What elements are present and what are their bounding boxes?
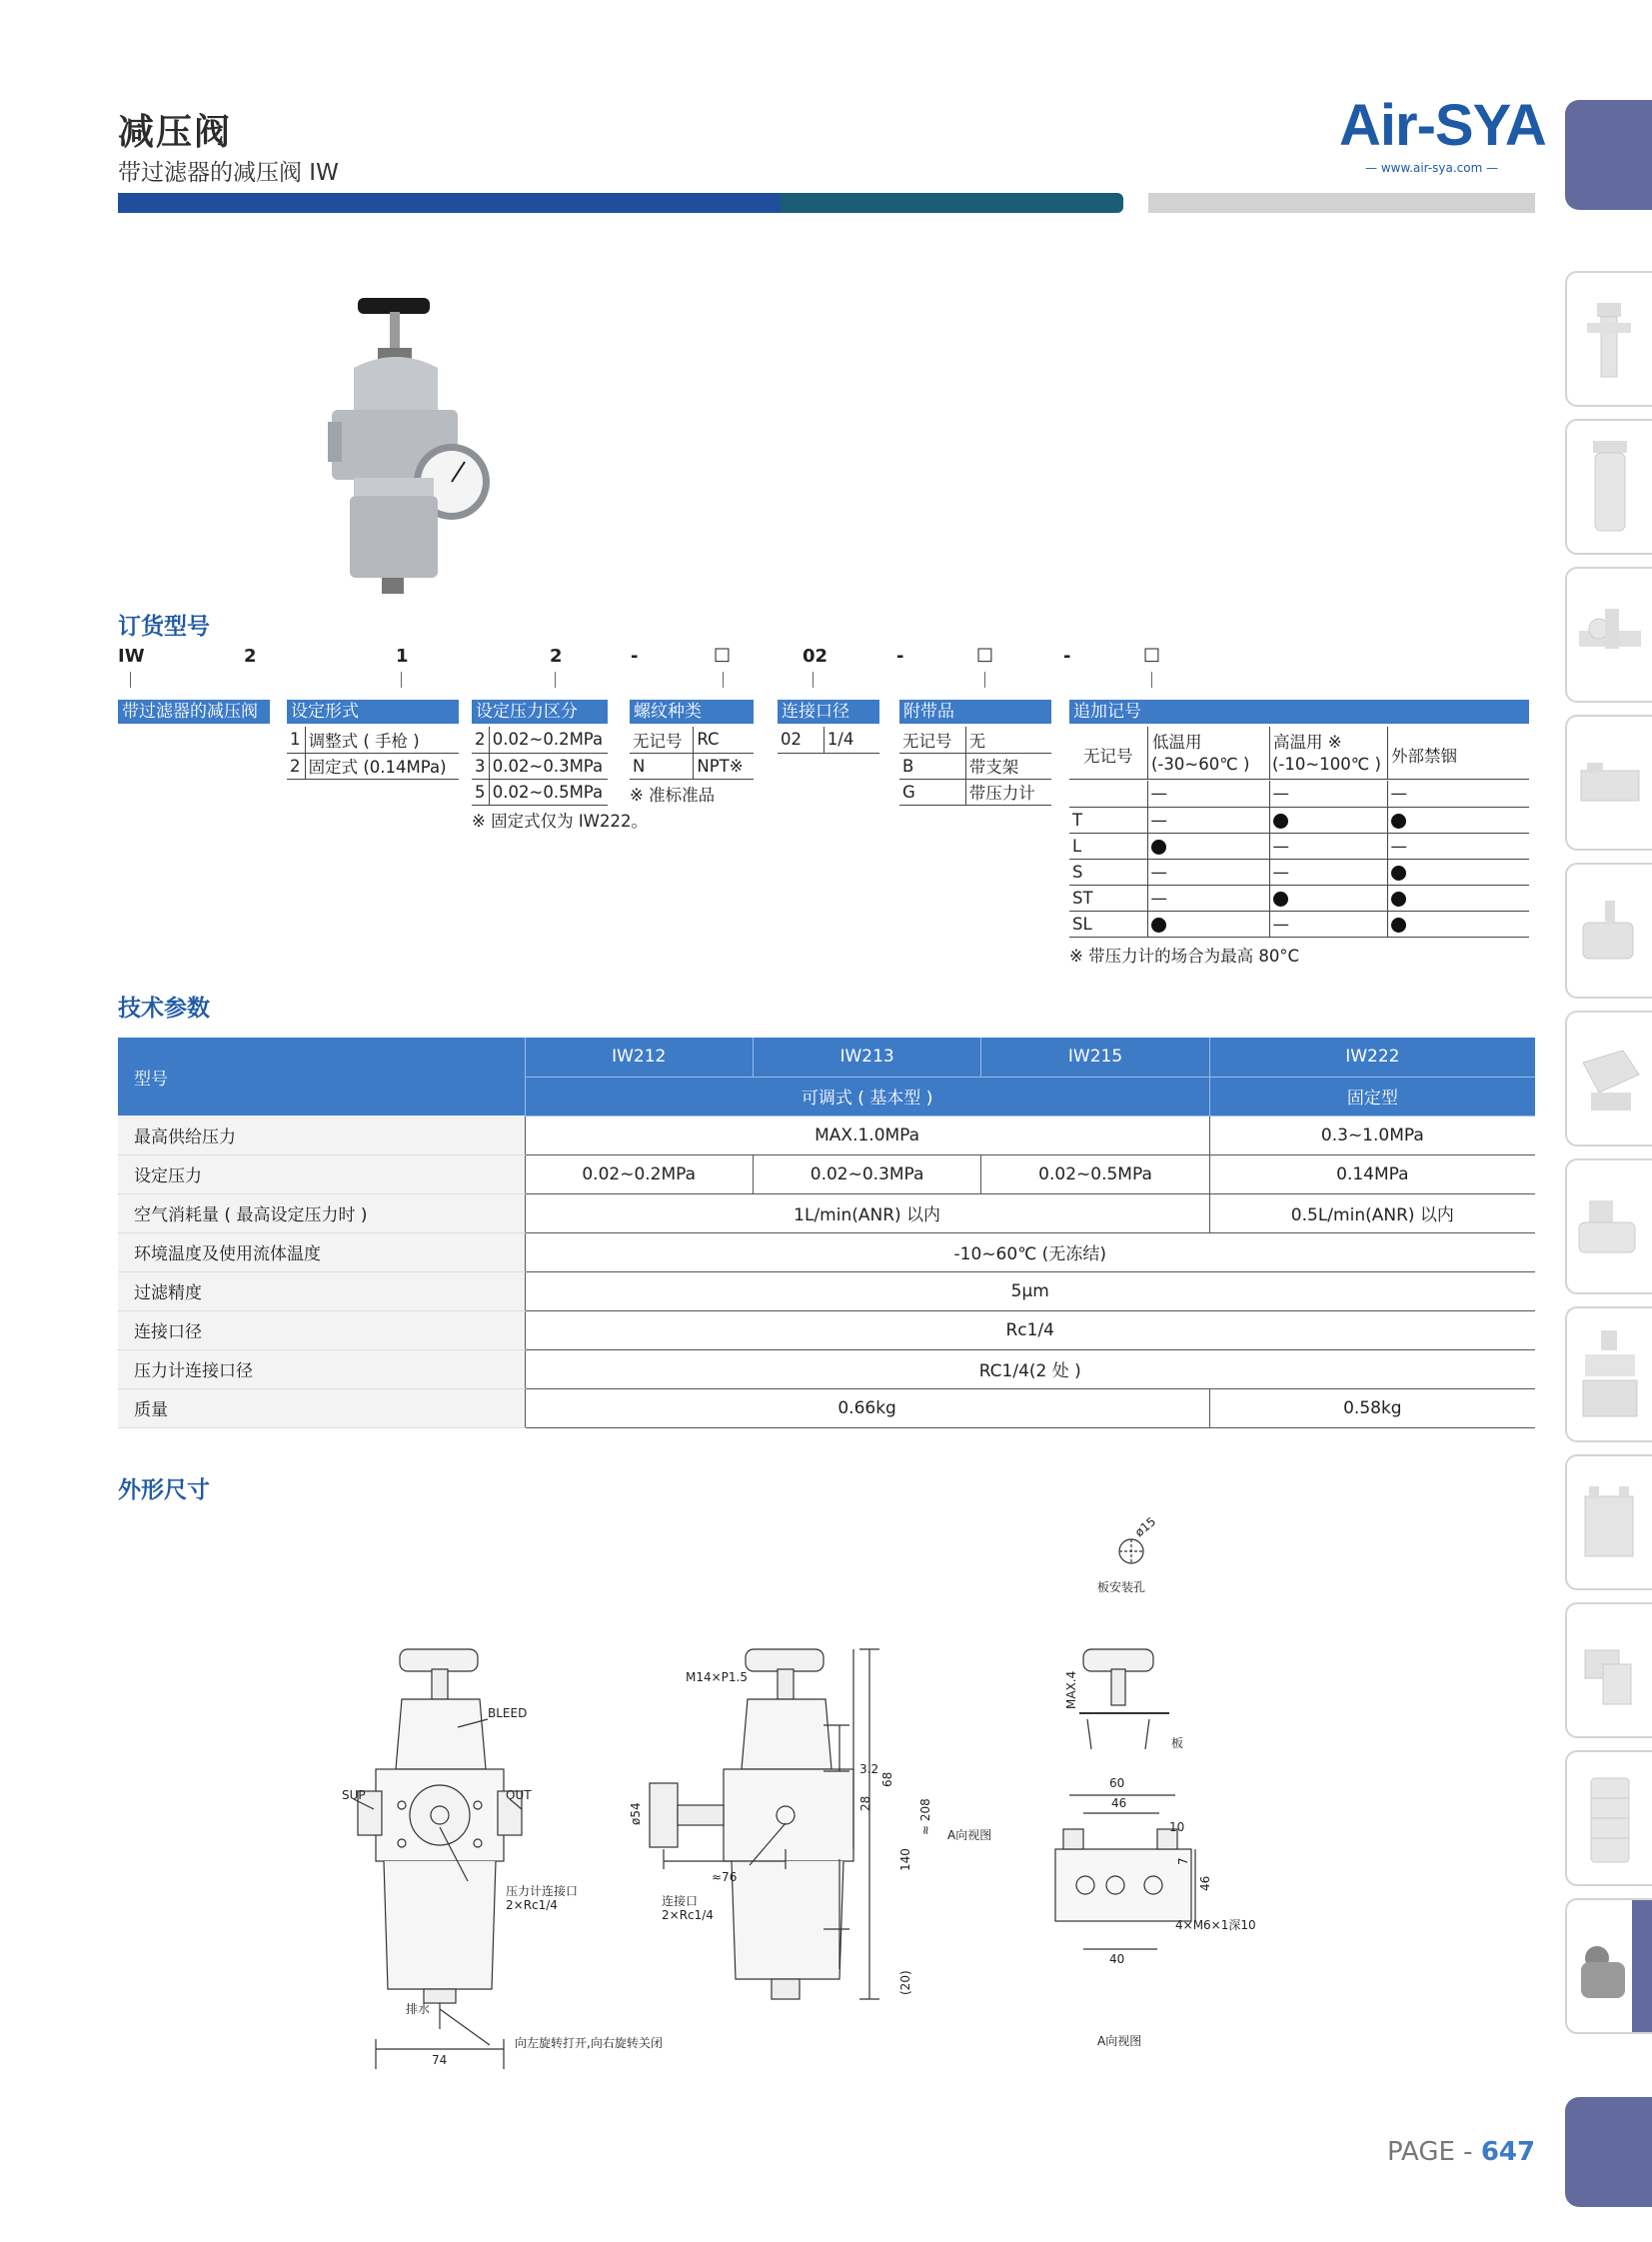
specs-section-title: 技术参数 xyxy=(118,996,210,1022)
spec-value: 0.3~1.0MPa xyxy=(1209,1116,1535,1154)
header-bar-teal xyxy=(781,193,1123,213)
order-header-port: 连接口径 xyxy=(778,700,879,724)
side-tab-manifold[interactable] xyxy=(1565,1011,1652,1146)
separator-icon xyxy=(1567,421,1652,555)
table-row xyxy=(287,753,459,779)
option-code: ST xyxy=(1069,885,1147,911)
spec-header-models xyxy=(118,1038,1535,1077)
dim-w46: 46 xyxy=(1111,1796,1127,1810)
table-row xyxy=(1069,885,1529,911)
order-header-accessory: 附带品 xyxy=(899,700,1051,724)
spec-value: 0.66kg xyxy=(525,1388,1209,1427)
label-port: 连接口 xyxy=(662,1894,699,1908)
order-header-series: 带过滤器的减压阀 xyxy=(118,700,270,724)
dim-width: 74 xyxy=(432,2053,448,2067)
filled-dot-icon xyxy=(1391,814,1406,829)
table-row xyxy=(778,727,879,753)
order-header-pressure: 设定压力区分 xyxy=(472,700,608,724)
side-tab-top[interactable] xyxy=(1565,100,1652,210)
label-gauge-port-size: 2×Rc1/4 xyxy=(506,1898,558,1912)
col-divider xyxy=(1147,727,1148,780)
table-row xyxy=(118,1349,1535,1388)
side-tab-cylinder[interactable] xyxy=(1565,1454,1652,1590)
table-row xyxy=(118,1116,1535,1154)
label-a-view-ref: A向视图 xyxy=(947,1828,992,1842)
side-tab-bottom[interactable] xyxy=(1565,2097,1652,2207)
dimensions-section-title: 外形尺寸 xyxy=(118,1477,210,1503)
spec-value: 0.58kg xyxy=(1209,1388,1535,1427)
option-code-blank xyxy=(1069,781,1147,807)
spec-label: 设定压力 xyxy=(118,1154,525,1193)
fitting-icon xyxy=(1567,1604,1652,1738)
option-col-low: 低温用 xyxy=(1152,733,1202,752)
code-separator: - xyxy=(896,646,904,667)
modular-unit-icon xyxy=(1567,1308,1652,1442)
filter-icon xyxy=(1567,273,1652,407)
code-separator: - xyxy=(1063,646,1071,667)
spec-model: IW213 xyxy=(753,1038,980,1077)
spec-value: 0.02~0.5MPa xyxy=(981,1154,1209,1193)
option-desc: 带支架 xyxy=(965,753,1051,779)
dim-w40: 40 xyxy=(1109,1952,1125,1966)
page-number-value: 647 xyxy=(1480,2137,1536,2167)
order-table-setting xyxy=(287,727,459,780)
page-number xyxy=(1387,2137,1535,2167)
table-row xyxy=(1069,911,1529,937)
option-desc: 0.02~0.5MPa xyxy=(489,779,608,805)
option-desc: 无 xyxy=(965,727,1051,753)
spec-value: 0.02~0.2MPa xyxy=(525,1154,753,1193)
spec-label: 压力计连接口径 xyxy=(118,1349,525,1388)
code-part-thread-class: 2 xyxy=(550,646,563,667)
label-thread: M14×P1.5 xyxy=(686,1670,748,1684)
label-bleed: BLEED xyxy=(488,1706,528,1720)
option-code: 3 xyxy=(472,753,489,779)
option-mark xyxy=(1387,859,1529,885)
table-row xyxy=(118,1271,1535,1310)
option-desc: 带压力计 xyxy=(965,779,1051,805)
label-port-size: 2×Rc1/4 xyxy=(662,1908,714,1922)
thread-note: ※ 准标准品 xyxy=(630,786,716,805)
option-note: ※ 带压力计的场合为最高 80°C xyxy=(1069,947,1300,966)
dim-max: MAX.4 xyxy=(1064,1670,1078,1709)
table-row xyxy=(118,1154,1535,1193)
option-mark xyxy=(1269,807,1387,833)
valve-icon xyxy=(1567,717,1652,851)
option-desc: RC xyxy=(694,727,754,753)
bracket-view xyxy=(1055,1795,1195,1949)
option-code: S xyxy=(1069,859,1147,885)
side-tab-filter[interactable] xyxy=(1565,271,1652,407)
table-row xyxy=(472,753,608,779)
dim-h32: 3.2 xyxy=(859,1762,879,1776)
spec-label: 质量 xyxy=(118,1388,525,1427)
spec-value: 1L/min(ANR) 以内 xyxy=(525,1193,1209,1232)
spec-value: 0.14MPa xyxy=(1209,1154,1535,1193)
label-drain-note: 向左旋转打开,向右旋转关闭 xyxy=(515,2036,663,2050)
code-separator: - xyxy=(631,646,639,667)
option-col-oil: 外部禁铟 xyxy=(1391,747,1457,766)
table-row xyxy=(630,727,754,753)
label-out: OUT xyxy=(506,1788,532,1802)
dim-d54: ø54 xyxy=(629,1802,643,1825)
side-view xyxy=(650,1649,879,1999)
side-tab-valve[interactable] xyxy=(1565,715,1652,851)
order-table-thread xyxy=(630,727,754,780)
code-tick xyxy=(984,672,985,688)
spec-label: 空气消耗量 ( 最高设定压力时 ) xyxy=(118,1193,525,1232)
order-header-setting: 设定形式 xyxy=(287,700,459,724)
filled-dot-icon xyxy=(1391,918,1406,933)
spec-type-fixed: 固定型 xyxy=(1209,1077,1535,1116)
col-divider xyxy=(1269,727,1270,780)
option-mark: — xyxy=(1147,807,1269,833)
option-code: N xyxy=(630,753,694,779)
dim-w10: 10 xyxy=(1169,1820,1185,1834)
code-part-setting: 2 xyxy=(244,646,257,667)
option-mark xyxy=(1269,885,1387,911)
spec-value: Rc1/4 xyxy=(525,1310,1535,1349)
table-row xyxy=(472,727,608,753)
label-gauge-port: 压力计连接口 xyxy=(506,1884,579,1898)
brand-logo: Air-SYA xyxy=(1339,93,1546,158)
order-table-port xyxy=(778,727,879,754)
code-part-accessory: □ xyxy=(976,644,994,665)
spec-table xyxy=(118,1038,1535,1428)
option-col-code: 无记号 xyxy=(1083,747,1133,766)
code-tick xyxy=(401,672,402,688)
table-row xyxy=(899,727,1051,753)
table-row xyxy=(1069,781,1529,807)
regulator-gauge-icon xyxy=(1567,569,1652,703)
spec-value: 5μm xyxy=(525,1271,1535,1310)
code-part-port: 02 xyxy=(803,646,828,667)
option-code: 2 xyxy=(287,753,305,779)
option-code: 02 xyxy=(778,727,824,753)
option-mark: — xyxy=(1269,859,1387,885)
order-table-option xyxy=(1069,781,1529,938)
table-row xyxy=(630,753,754,779)
ordering-section-title: 订货型号 xyxy=(118,614,210,640)
dimension-drawing xyxy=(340,1509,1289,2069)
table-row xyxy=(118,1193,1535,1232)
col-divider xyxy=(1387,727,1388,780)
pressure-regulator-icon xyxy=(1567,1900,1652,2034)
spec-value: 0.02~0.3MPa xyxy=(753,1154,980,1193)
spec-model: IW215 xyxy=(981,1038,1209,1077)
option-col-high: 高温用 ※ xyxy=(1273,733,1342,752)
table-row xyxy=(1069,807,1529,833)
label-panel-hole: 板安装孔 xyxy=(1097,1580,1146,1594)
option-desc: 0.02~0.2MPa xyxy=(489,727,608,753)
label-plate: 板 xyxy=(1171,1736,1184,1750)
option-mark: — xyxy=(1269,911,1387,937)
table-row xyxy=(899,753,1051,779)
side-tab-speed-control[interactable] xyxy=(1565,863,1652,999)
product-photo xyxy=(310,290,500,600)
option-col-high-range: (-10~100℃ ) xyxy=(1272,755,1381,774)
spec-model: IW212 xyxy=(525,1038,753,1077)
option-desc: 固定式 (0.14MPa) xyxy=(305,753,459,779)
table-row xyxy=(472,779,608,805)
brand-url: — www.air-sya.com — xyxy=(1365,161,1499,175)
option-mark xyxy=(1387,807,1529,833)
option-mark: — xyxy=(1387,833,1529,859)
dim-h46: 46 xyxy=(1198,1875,1212,1891)
side-tab-silencer[interactable] xyxy=(1565,1750,1652,1886)
dim-h140: 140 xyxy=(898,1848,912,1871)
option-mark xyxy=(1387,911,1529,937)
side-tab-fitting[interactable] xyxy=(1565,1602,1652,1738)
side-tab-separator[interactable] xyxy=(1565,419,1652,555)
dim-w60: 60 xyxy=(1109,1776,1125,1790)
solenoid-icon xyxy=(1567,1160,1652,1294)
order-table-pressure xyxy=(472,727,608,806)
manifold-icon xyxy=(1567,1013,1652,1146)
code-tick xyxy=(723,672,724,688)
spec-label: 过滤精度 xyxy=(118,1271,525,1310)
option-desc: NPT※ xyxy=(694,753,754,779)
speed-control-icon xyxy=(1567,865,1652,999)
filled-dot-icon xyxy=(1151,840,1166,855)
header-bar-grey xyxy=(1148,193,1535,213)
page-title: 减压阀 xyxy=(118,112,233,153)
table-row xyxy=(118,1388,1535,1427)
silencer-icon xyxy=(1567,1752,1652,1886)
page-label: PAGE - xyxy=(1387,2137,1481,2167)
dim-h28: 28 xyxy=(858,1795,872,1811)
option-desc: 1/4 xyxy=(824,727,879,753)
spec-type-adjustable: 可调式 ( 基本型 ) xyxy=(525,1077,1209,1116)
table-row xyxy=(118,1232,1535,1271)
option-desc: 0.02~0.3MPa xyxy=(489,753,608,779)
label-a-view: A向视图 xyxy=(1097,2034,1142,2048)
option-table-head xyxy=(1069,727,1529,780)
table-row xyxy=(1069,859,1529,885)
option-code: B xyxy=(899,753,965,779)
filled-dot-icon xyxy=(1273,814,1288,829)
option-code: T xyxy=(1069,807,1147,833)
dim-h7: 7 xyxy=(1176,1857,1190,1865)
code-tick xyxy=(813,672,814,688)
spec-label: 环境温度及使用流体温度 xyxy=(118,1232,525,1271)
option-mark: — xyxy=(1147,885,1269,911)
option-mark: — xyxy=(1147,859,1269,885)
option-code: G xyxy=(899,779,965,805)
option-code: 2 xyxy=(472,727,489,753)
option-mark xyxy=(1147,911,1269,937)
order-header-option: 追加记号 xyxy=(1069,700,1529,724)
side-tab-solenoid[interactable] xyxy=(1565,1158,1652,1294)
spec-label: 最高供给压力 xyxy=(118,1116,525,1154)
option-code: 无记号 xyxy=(630,727,694,753)
filled-dot-icon xyxy=(1273,892,1288,907)
option-col-low-range: (-30~60℃ ) xyxy=(1151,755,1250,774)
order-header-thread: 螺纹种类 xyxy=(630,700,754,724)
spec-value: RC1/4(2 处 ) xyxy=(525,1349,1535,1388)
filled-dot-icon xyxy=(1151,918,1166,933)
dim-h68: 68 xyxy=(880,1771,894,1787)
spec-model-label: 型号 xyxy=(118,1038,525,1116)
cylinder-icon xyxy=(1567,1456,1652,1590)
side-tab-regulator-gauge[interactable] xyxy=(1565,567,1652,703)
spec-label: 连接口径 xyxy=(118,1310,525,1349)
side-tab-modular[interactable] xyxy=(1565,1306,1652,1442)
option-mark xyxy=(1387,885,1529,911)
label-sup: SUP xyxy=(342,1788,366,1802)
spec-value: MAX.1.0MPa xyxy=(525,1116,1209,1154)
option-desc: 调整式 ( 手枪 ) xyxy=(305,727,459,753)
option-code: 5 xyxy=(472,779,489,805)
header-bar-blue xyxy=(118,193,781,213)
dim-hole: ø15 xyxy=(1131,1514,1159,1540)
option-code: 1 xyxy=(287,727,305,753)
spec-model: IW222 xyxy=(1209,1038,1535,1077)
code-part-series: IW xyxy=(118,646,145,667)
dim-h20: (20) xyxy=(898,1970,912,1995)
option-mark: — xyxy=(1147,781,1269,807)
side-tab-pressure-regulator[interactable] xyxy=(1565,1898,1652,2034)
option-mark: — xyxy=(1387,781,1529,807)
label-screws: 4×M6×1深10 xyxy=(1175,1918,1256,1932)
code-part-option: □ xyxy=(1143,644,1161,665)
pressure-note: ※ 固定式仅为 IW222。 xyxy=(472,812,648,831)
option-mark xyxy=(1147,833,1269,859)
panel-mount-view xyxy=(1079,1649,1169,1749)
code-part-pressure: 1 xyxy=(396,646,409,667)
code-tick xyxy=(555,672,556,688)
option-code: 无记号 xyxy=(899,727,965,753)
spec-value: 0.5L/min(ANR) 以内 xyxy=(1209,1193,1535,1232)
filled-dot-icon xyxy=(1391,866,1406,881)
filled-dot-icon xyxy=(1391,892,1406,907)
table-row xyxy=(118,1310,1535,1349)
code-tick xyxy=(130,672,131,688)
table-row xyxy=(1069,833,1529,859)
spec-value: -10~60℃ (无冻结) xyxy=(525,1232,1535,1271)
order-table-accessory xyxy=(899,727,1051,806)
page-subtitle: 带过滤器的减压阀 IW xyxy=(118,160,339,186)
option-mark: — xyxy=(1269,781,1387,807)
option-code: SL xyxy=(1069,911,1147,937)
option-mark: — xyxy=(1269,833,1387,859)
table-row xyxy=(287,727,459,753)
code-tick xyxy=(1151,672,1152,688)
label-drain: 排水 xyxy=(406,2002,431,2016)
dim-d76: ≈76 xyxy=(712,1870,738,1884)
table-row xyxy=(899,779,1051,805)
option-code: L xyxy=(1069,833,1147,859)
dim-h208: ≈ 208 xyxy=(918,1798,932,1835)
code-part-thread: □ xyxy=(714,644,732,665)
